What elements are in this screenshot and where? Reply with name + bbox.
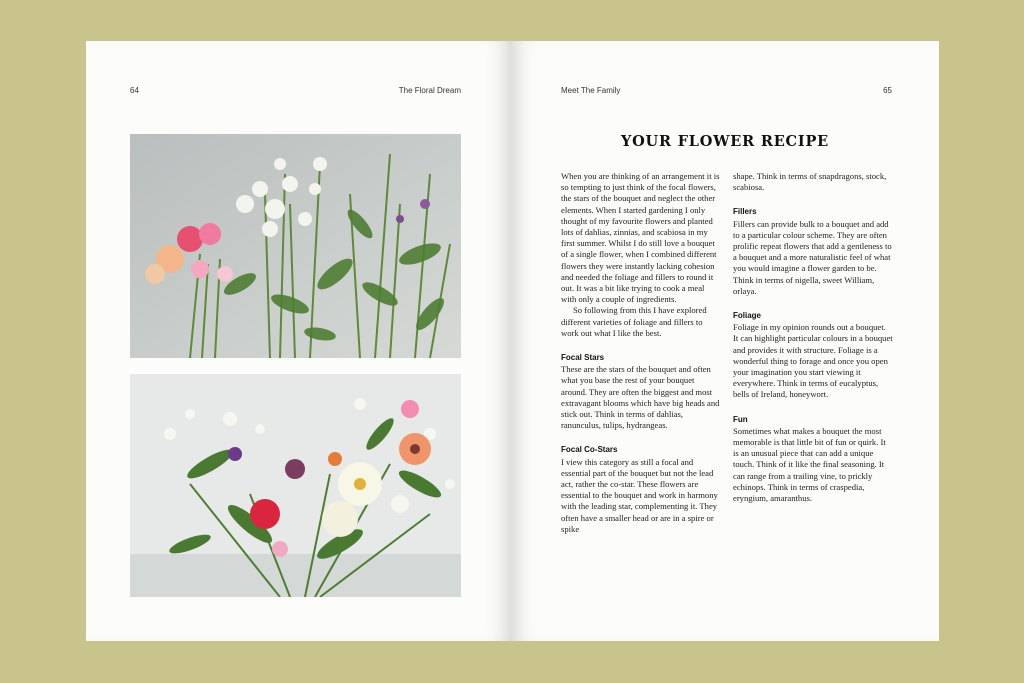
- page-heading: YOUR FLOWER RECIPE: [620, 133, 830, 150]
- bouquet-photo: [130, 374, 461, 597]
- section-text-focal-co-stars: I view this category as still a focal and essential part of the bouquet but not the lead act, rather the co-star. These flowers are essential to the bouquet and work in harmony with the leading star, complementing it. They often have a smaller head or are in a spire or spike: [561, 456, 718, 534]
- text-column-right: [733, 171, 893, 504]
- section-text-foliage: Foliage in my opinion rounds out a bouquet. It can highlight particular colours in a bouquet and provides it with structure. Foliage is a wonderful thing to forage and once you open your imagination you start viewing it everywhere. Think in terms of eucalyptus, bells of Ireland, honeywort.: [733, 322, 893, 400]
- running-title-left: The Floral Dream: [398, 86, 461, 95]
- intro-paragraph-2: So following from this I have explored different varieties of foliage and fillers to work out what I like the best.: [561, 305, 707, 338]
- section-heading-fillers: Fillers: [733, 207, 757, 217]
- section-heading-focal-stars: Focal Stars: [561, 353, 605, 363]
- right-page: [511, 41, 939, 641]
- page-number-left: 64: [130, 86, 139, 95]
- section-text-focal-stars: These are the stars of the bouquet and often what you base the rest of your bouquet around. They are often the biggest and most extravagant blooms which have big heads and stick out. Think in terms of dahlias, ranunculus, tulips, hydrangeas.: [561, 364, 720, 431]
- flower-stems-photo: [130, 134, 461, 358]
- text-column-left: [561, 171, 721, 535]
- running-title-right: Meet The Family: [561, 86, 621, 95]
- section-heading-focal-co-stars: Focal Co-Stars: [561, 445, 618, 455]
- left-page: [86, 41, 511, 641]
- page-number-right: 65: [883, 86, 892, 95]
- section-text-fillers: Fillers can provide bulk to a bouquet and add to a particular colour scheme. They are often prolific repeat flowers that add a gentleness to a bouquet and a more naturalistic feel of what you would imagine a flower garden to be. Think in terms of nigella, sweet William, orlaya.: [733, 218, 892, 296]
- section-heading-foliage: Foliage: [733, 311, 762, 321]
- section-text-focal-co-stars-continued: shape. Think in terms of snapdragons, stock, scabiosa.: [733, 171, 887, 193]
- section-text-fun: Sometimes what makes a bouquet the most memorable is that little bit of fun or quirk. It is an unusual piece that can add a unique touch. Think of it like the final seasoning. It can range from a trailing vine, to prickly echinops. Think in terms of craspedia, eryngium, amaranthus.: [733, 425, 886, 504]
- section-heading-fun: Fun: [733, 414, 748, 424]
- intro-paragraph-1: When you are thinking of an arrangement it is so tempting to just think of the focal flowers, the stars of the bouquet and neglect the other elements. When I started gardening I only thought of my favourite flowers and planted lots of dahlias, zinnias, and scabiosa in my first summer. Whilst I do still love a bouquet of a single flower, when I combined different flowers they were instantly lacking cohesion and needed the foliage and fillers to round it out. It was a bit like trying to cook a meal with only a couple of ingredients.: [561, 171, 720, 305]
